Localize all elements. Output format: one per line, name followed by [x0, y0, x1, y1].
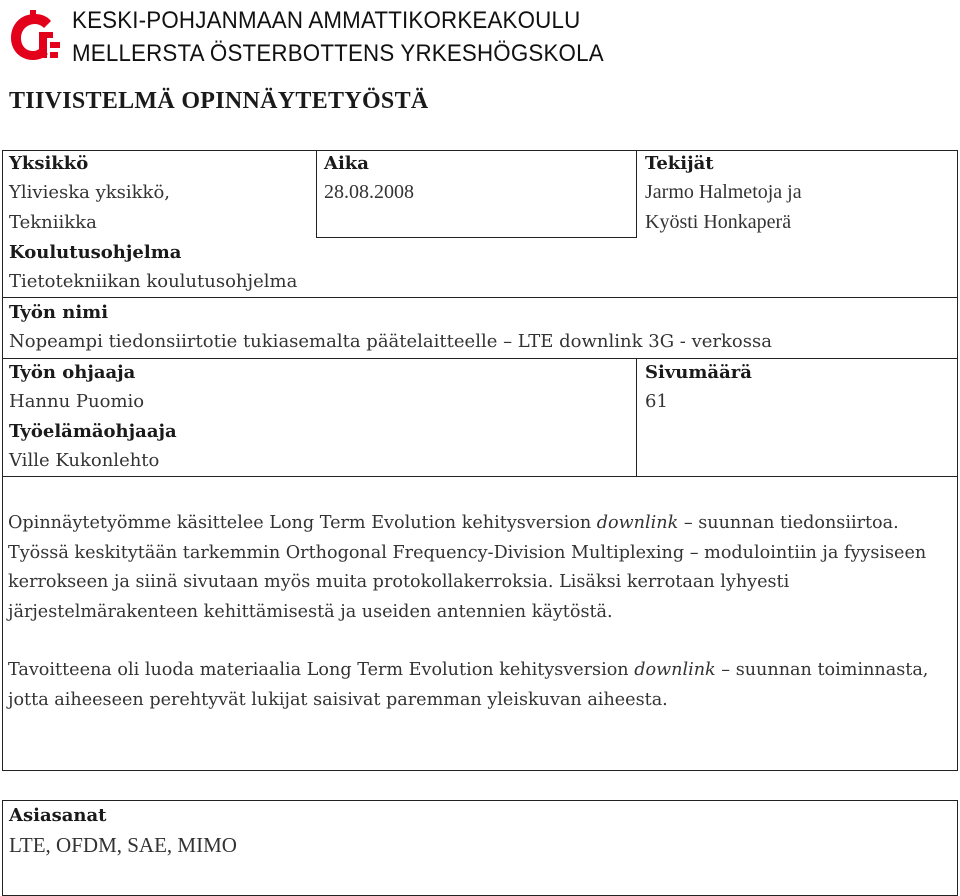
authors-value-line2: Kyösti Honkaperä — [645, 211, 792, 233]
abstract-text-span: – suunnan toiminnasta, jotta aiheeseen perehtyvät lukijat saisivat paremman yleiskuvan aiheesta. — [8, 660, 929, 710]
abstract-italic-term: downlink — [596, 513, 679, 533]
divider — [2, 297, 958, 298]
thesis-name-value: Nopeampi tiedonsiirtotie tukiasemalta päätelaitteelle – LTE downlink 3G - verkossa — [9, 331, 772, 352]
abstract-paragraph — [8, 509, 938, 627]
abstract-text-span: Opinnäytetyömme käsittelee Long Term Evolution kehitysversion — [8, 513, 597, 533]
abstract-text-span: Tavoitteena oli luoda materiaalia Long Term Evolution kehitysversion — [8, 660, 635, 680]
thesis-name-label: Työn nimi — [9, 302, 109, 323]
supervisor-value: Hannu Puomio — [9, 391, 145, 412]
divider — [636, 150, 637, 238]
divider — [316, 237, 637, 238]
work-supervisor-label: Työelämäohjaaja — [9, 421, 177, 442]
divider — [2, 358, 958, 359]
divider — [316, 150, 317, 238]
work-supervisor-value: Ville Kukonlehto — [9, 450, 160, 471]
keywords-label: Asiasanat — [9, 805, 107, 826]
unit-value-line2: Tekniikka — [9, 212, 97, 233]
supervisor-label: Työn ohjaaja — [9, 362, 136, 383]
school-logo-icon — [6, 8, 64, 64]
abstract-paragraph — [8, 656, 938, 715]
abstract-italic-term: downlink — [634, 660, 716, 680]
abstract-text — [8, 509, 938, 715]
abstract-text-span: – suunnan tiedonsiirtoa. Työssä keskitytään tarkemmin Orthogonal Frequency-Division Multiplexing – modulointiin ja fyysiseen kerrokseen ja siinä sivutaan myös muita protokollakerroksia. Lisäksi kerrotaan lyhyesti järjestelmärakenteen kehittämisestä ja useiden antennien käytöstä. — [8, 513, 927, 622]
divider — [636, 358, 637, 477]
authors-label: Tekijät — [645, 153, 714, 174]
pages-value: 61 — [645, 391, 668, 412]
authors-value-line1: Jarmo Halmetoja ja — [645, 181, 802, 203]
program-label: Koulutusohjelma — [9, 242, 182, 263]
org-name-finnish: KESKI-POHJANMAAN AMMATTIKORKEAKOULU — [72, 7, 581, 34]
unit-value-line1: Ylivieska yksikkö, — [9, 182, 171, 203]
org-name-swedish: MELLERSTA ÖSTERBOTTENS YRKESHÖGSKOLA — [72, 40, 604, 67]
keywords-value: LTE, OFDM, SAE, MIMO — [9, 833, 237, 857]
date-value: 28.08.2008 — [324, 181, 414, 203]
program-value: Tietotekniikan koulutusohjelma — [9, 271, 298, 292]
pages-label: Sivumäärä — [645, 362, 752, 383]
document-title: TIIVISTELMÄ OPINNÄYTETYÖSTÄ — [9, 88, 429, 114]
date-label: Aika — [324, 153, 369, 174]
divider — [2, 476, 958, 477]
unit-label: Yksikkö — [9, 153, 89, 174]
